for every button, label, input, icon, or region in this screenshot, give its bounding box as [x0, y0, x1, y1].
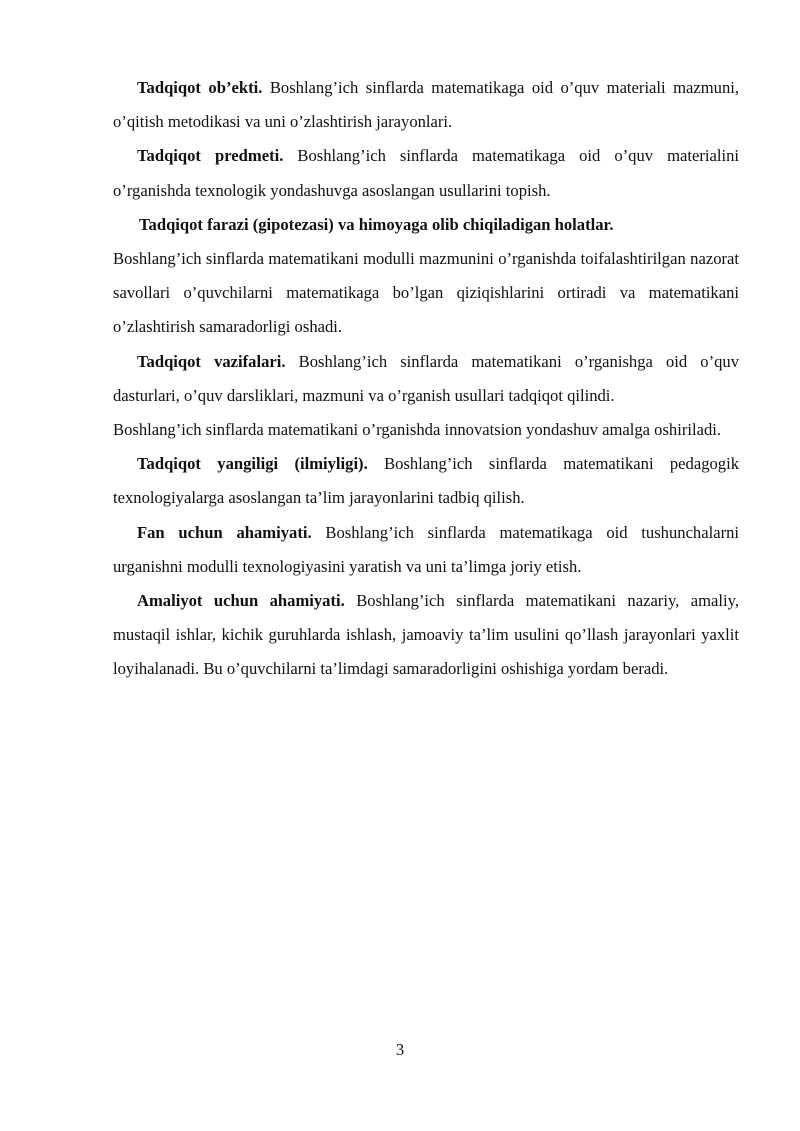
page-number: 3: [395, 1040, 405, 1059]
paragraph-research-novelty: [113, 447, 739, 515]
lead-practical-significance: Amaliyot uchun ahamiyati.: [137, 591, 345, 611]
text-practical-significance: Boshlang’ich sinflarda matematikani nazariy, amaliy, mustaqil ishlar, kichik guruhlarda ishlash, jamoaviy ta’lim usulini qo’llash jarayonlari yaxlit loyihalanadi. Bu o’quvchilarni ta’limdagi samaradorligini oshishiga yordam beradi.: [113, 591, 739, 679]
lead-research-object: Tadqiqot ob’ekti.: [137, 78, 263, 97]
text-research-object: Boshlang’ich sinflarda matematikaga oid o’quv materiali mazmuni, o’qitish metodikasi va uni o’zlashtirish jarayonlari.: [113, 78, 739, 132]
paragraph-practical-significance: [113, 584, 739, 687]
paragraph-research-tasks: [113, 345, 739, 413]
lead-research-subject: Tadqiqot predmeti.: [137, 146, 284, 166]
text-research-hypothesis: Boshlang’ich sinflarda matematikani modulli mazmunini o’rganishda toifalashtirilgan nazorat savollari o’quvchilarni matematikaga bo’lgan qiziqishlarini ortiradi va matematikani o’zlashtirish samaradorligi oshadi.: [113, 249, 739, 337]
text-research-tasks-continued: Boshlang’ich sinflarda matematikani o’rganishda innovatsion yondashuv amalga oshiriladi.: [113, 420, 721, 440]
document-body: [113, 71, 739, 687]
lead-research-novelty: Tadqiqot yangiligi (ilmiyligi).: [137, 454, 368, 474]
heading-research-hypothesis: Tadqiqot farazi (gipotezasi) va himoyaga olib chiqiladigan holatlar.: [139, 214, 614, 234]
text-research-subject: Boshlang’ich sinflarda matematikaga oid o’quv materialini o’rganishda texnologik yondashuvga asoslangan usullarini topish.: [113, 146, 739, 200]
text-research-tasks: Boshlang’ich sinflarda matematikani o’rganishga oid o’quv dasturlari, o’quv darsliklari, mazmuni va o’rganish usullari tadqiqot qilindi.: [113, 351, 740, 405]
lead-scientific-significance: Fan uchun ahamiyati.: [137, 522, 312, 542]
paragraph-research-object: [113, 71, 739, 139]
paragraph-research-subject: [113, 139, 739, 207]
paragraph-scientific-significance: [113, 516, 739, 584]
text-scientific-significance: Boshlang’ich sinflarda matematikaga oid tushunchalarni urganishni modulli texnologiyasini yaratish va uni ta’limga joriy etish.: [113, 522, 739, 576]
lead-research-tasks: Tadqiqot vazifalari.: [137, 351, 286, 371]
text-research-novelty: Boshlang’ich sinflarda matematikani pedagogik texnologiyalarga asoslangan ta’lim jarayonlarini tadbiq qilish.: [113, 454, 739, 508]
